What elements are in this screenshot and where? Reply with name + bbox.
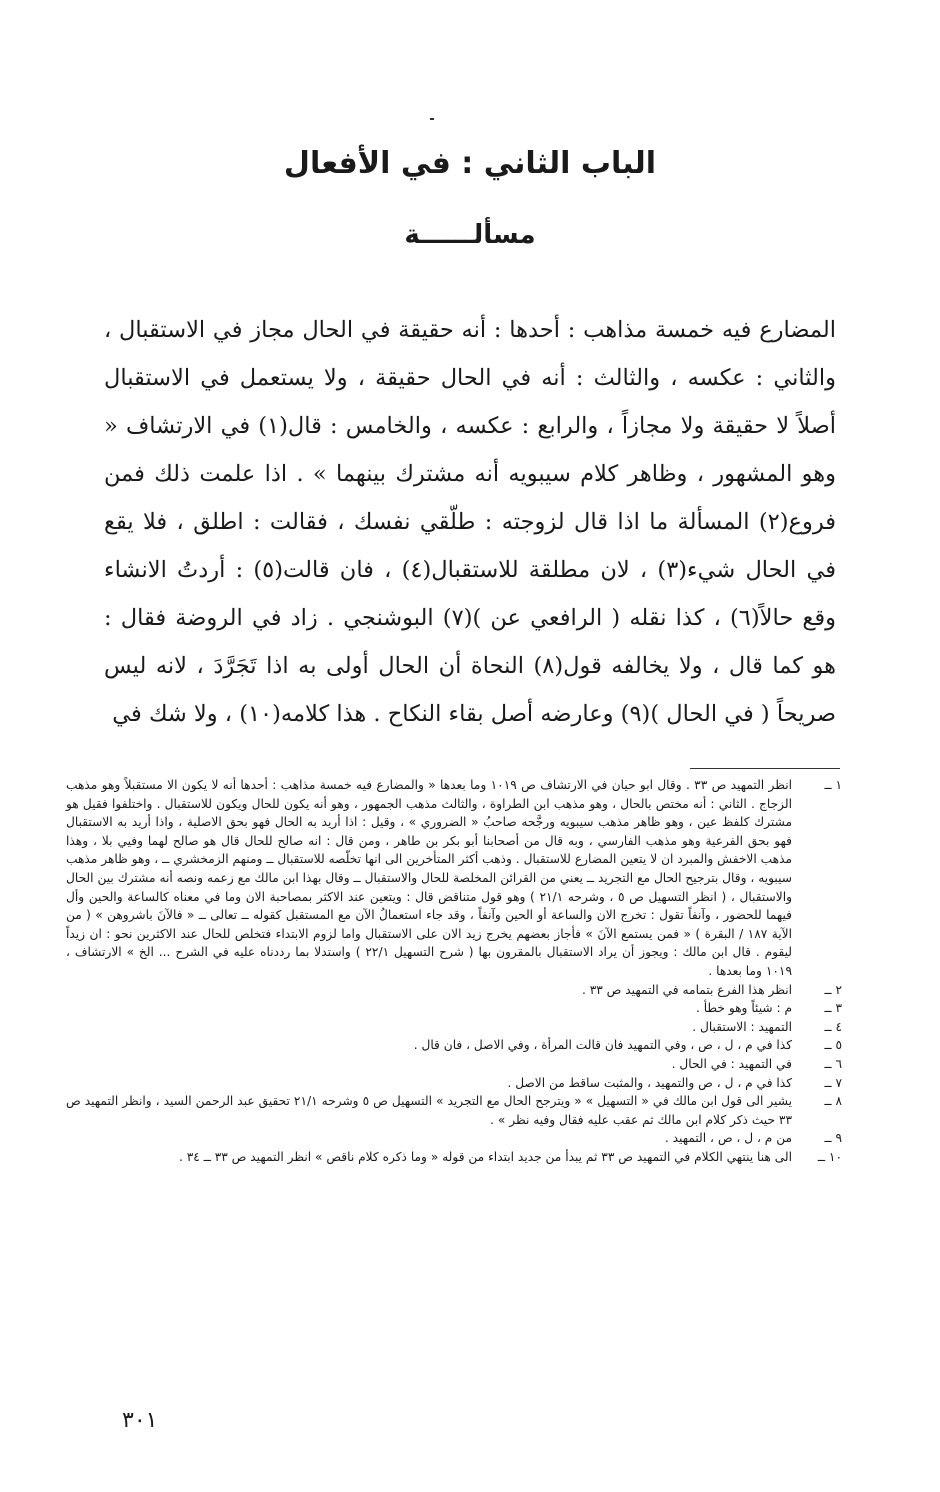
- footnote-text: انظر هذا الفرع بتمامه في التمهيد ص ٣٣ .: [581, 982, 792, 997]
- footnote-number: ٩ ــ: [824, 1131, 842, 1146]
- footnote: [66, 1055, 842, 1074]
- page-number: ٣٠١: [122, 1408, 158, 1433]
- footnote-number: ٢ ــ: [824, 982, 842, 997]
- footnote-text: الى هنا ينتهي الكلام في التمهيد ص ٣٣ ثم يبدأ من جديد ابتداء من قوله « وما ذكره كلام ناقص » انظر التمهيد ص ٣٣ ــ ٣٤ .: [178, 1149, 792, 1164]
- footnote-text: م : شيئاً وهو خطأ .: [695, 1001, 792, 1016]
- footnote: [66, 999, 842, 1018]
- footnote-number: ٧ ــ: [824, 1075, 842, 1090]
- footnote-text: كذا في م ، ل ، ص والتمهيد ، والمثبت ساقط من الاصل .: [507, 1075, 792, 1090]
- footnote: [66, 981, 842, 1000]
- footnote-number: ٤ ــ: [824, 1019, 842, 1034]
- footnote-text: من م ، ل ، ص ، التمهيد .: [664, 1131, 792, 1146]
- ink-dot: [430, 118, 434, 120]
- footnote: [66, 1036, 842, 1055]
- footnote-number: ١ ــ: [824, 778, 842, 792]
- footnote-text: كذا في م ، ل ، ص ، وفي التمهيد فان قالت المرأة ، وفي الاصل ، فان قال .: [413, 1038, 792, 1053]
- footnote-number: ٦ ــ: [824, 1056, 842, 1071]
- footnote-separator: [690, 768, 840, 769]
- footnote: [66, 776, 842, 981]
- footnote: [66, 1074, 842, 1093]
- footnotes: [66, 776, 842, 1166]
- footnote-text: يشير الى قول ابن مالك في « التسهيل » « ويترجح الحال مع التجريد » التسهيل ص ٥ وشرحه ٢١/١ تحقيق عبد الرحمن السيد ، وانظر التمهيد ص ٣٣ حيث ذكر كلام ابن مالك ثم عقب عليه فقال وفيه نظر » .: [66, 1094, 793, 1127]
- footnote: [66, 1018, 842, 1037]
- footnote: [66, 1129, 842, 1148]
- chapter-title: الباب الثاني : في الأفعال: [283, 146, 657, 181]
- footnote-text: في التمهيد : في الحال .: [671, 1056, 792, 1071]
- footnote-number: ٣ ــ: [824, 1001, 842, 1016]
- footnote: [66, 1092, 842, 1129]
- footnote: [66, 1148, 842, 1167]
- footnote-number: ١٠ ــ: [817, 1149, 842, 1164]
- footnote-number: ٨ ــ: [824, 1094, 842, 1109]
- footnote-text: انظر التمهيد ص ٣٣ . وقال ابو حيان في الارتشاف ص ١٠١٩ وما بعدها « والمضارع فيه خمسة مذاهب : أحدها أنه لا يكون الا مستقبلاً وهو مذهب الزجاج . الثاني : أنه مختص بالحال ، وهو مذهب ابن الطراوة ، والثالث مذهب الجمهور ، وهو أنه يكون للحال ويكون للاستقبال . واختلفوا فقيل هو مشترك كلفظ عين ، وهو ظاهر مذهب سيبويه ورجَّحه صاحبُ « الضروري » ، وقيل : اذا أريد به الحال فهو بحق الاصلية ، واذا أريد به الاستقبال فهو بحق الفرعية وهو مذهب الفارسي ، وبه قال من أصحابنا أبو بكر بن طاهر ، ومن قال : انه صالح للحال قال هو صالح لهما وفيي بلا ، وهذا مذهب الاخفش والمبرد ان لا يتعين المضارع للاستقبال . وذهب أكثر المتأخرين الى انها تخلّصه للاستقبال ــ ومنهم الزمخشري ــ ، وهو ظاهر مذهب سيبويه ، وقال بترجيح الحال مع التجريد ــ يعني من القرائن المخلصة للحال والاستقبال ــ وقال بهذا ابن مالك مع زعمه ونصه أنه مشترك بين الحال والاستقبال ، ( انظر التسهيل ص ٥ ، وشرحه ٢١/١ ) وهو قول متناقض قال : ويتعين عند الاكثر بمصاحبة الان وما في معناه كالساعة والحين وأل فيهما للحضور ، وآنفاً تقول : تخرج الان والساعة أو الحين وآنفاً ، وقد جاء استعمالُ الآن مع المستقبل كقوله ــ تعالى ــ « فالآنَ باشروهن » ( من الآية ١٨٧ / البقرة ) « فمن يستمع الآنَ » فأجاز بعضهم يخرج زيد الان على الاستقبال واما لزوم الابتداء فتخلص للحال عند الاكثرين نحو : ان زيداً ليقوم . قال ابن مالك : ويجوز أن يراد الاستقبال بالمقرون بها ( شرح التسهيل ٢٢/١ ) واستدلا بما رددناه عليه في الشرح ... الخ » الارتشاف ، ١٠١٩ وما بعدها .: [66, 778, 793, 978]
- footnote-number: ٥ ــ: [824, 1038, 842, 1053]
- section-title: مسألــــــة: [404, 220, 536, 250]
- main-paragraph: المضارع فيه خمسة مذاهب : أحدها : أنه حقيقة في الحال مجاز في الاستقبال ، والثاني : عكسه ، والثالث : أنه في الحال حقيقة ، ولا يستعمل في الاستقبال أصلاً لا حقيقة ولا مجازاً ، والرابع : عكسه ، والخامس : قال(١) في الارتشاف « وهو المشهور ، وظاهر كلام سيبويه أنه مشترك بينهما » . اذا علمت ذلك فمن فروع(٢) المسألة ما اذا قال لزوجته : طلّقي نفسك ، فقالت : اطلق ، فلا يقع في الحال شيء(٣) ، لان مطلقة للاستقبال(٤) ، فان قالت(٥) : أردتُ الانشاء وقع حالاً(٦) ، كذا نقله ( الرافعي عن )(٧) البوشنجي . زاد في الروضة فقال : هو كما قال ، ولا يخالفه قول(٨) النحاة أن الحال أولى به اذا تَجَرَّدَ ، لانه ليس صريحاً ( في الحال )(٩) وعارضه أصل بقاء النكاح . هذا كلامه(١٠) ، ولا شك في: [104, 317, 837, 727]
- footnote-text: التمهيد : الاستقبال .: [692, 1019, 792, 1034]
